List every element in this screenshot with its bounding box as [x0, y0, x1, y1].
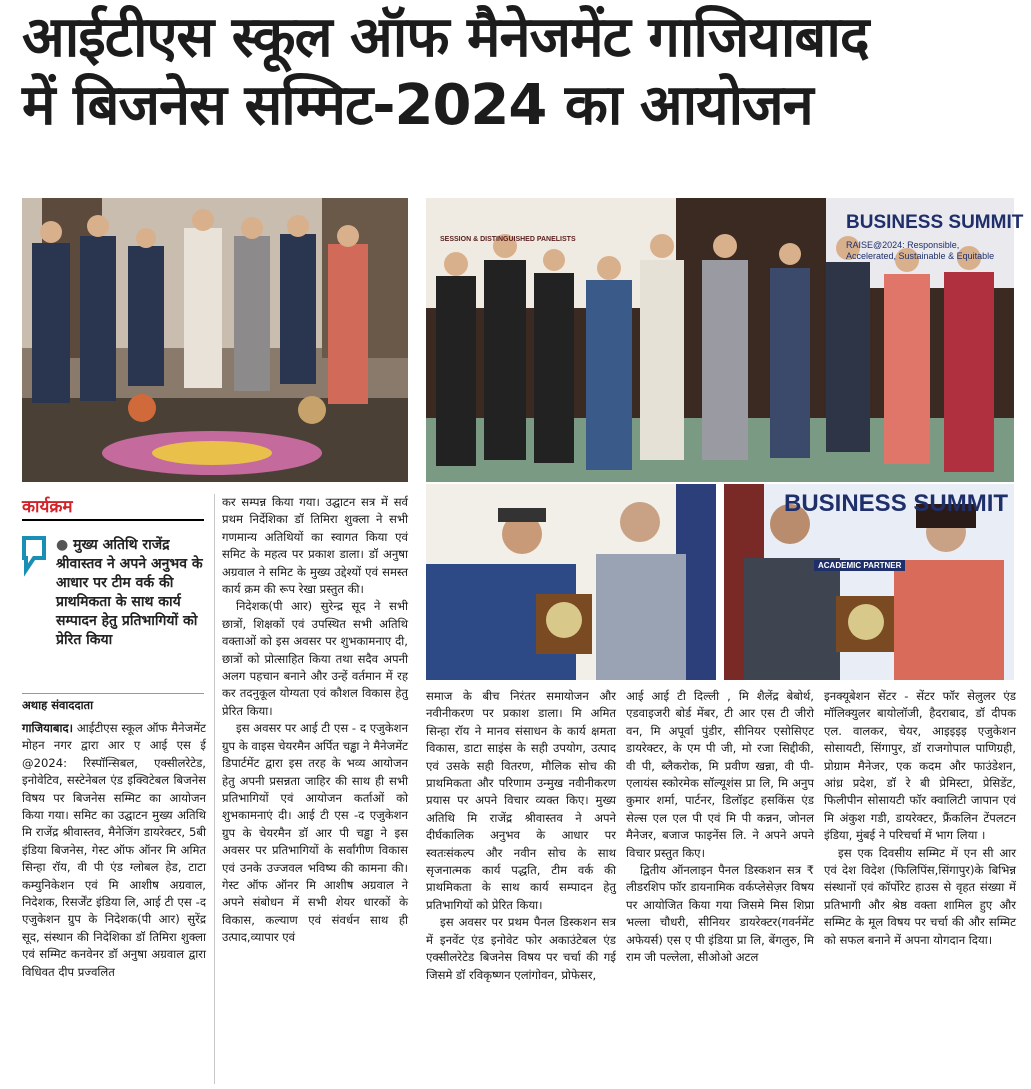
group-photo-right	[426, 198, 1024, 482]
pull-quote-text: मुख्य अतिथि राजेंद्र श्रीवास्तव ने अपने अनुभव के आधार पर टीम वर्क की प्राथमिकता के साथ कार्य सम्पादन हेतु प्रतिभागियों को प्रेरित किया	[56, 537, 203, 648]
paragraph: आई आई टी दिल्ली , मि शैलेंद्र बेबोर्थ, एडवाइजरी बोर्ड मेंबर, टी आर एस टी जीरो वन, मि अपूर्वा पुंडीर, सीनियर एसोसिएट डायरेक्टर, के एम पी जी, मो रजा सिद्दीकी, वी पी, ब्लैकरोक, मि प्रवीण खन्ना, वी पी- एलायंस स्कोरमेक सॉल्यूशंस प्रा लि, मि अनुप कुमार शर्मा, पार्टनर, डिलॉइट हसकिंस एंड सेल्स एल एल पी एवं मि पी कन्नन, जोनल मैनेजर, बजाज फाइनेंस लि. ने अपने अपने विचार प्रस्तुत किए।	[626, 689, 814, 860]
pull-quote	[22, 536, 204, 686]
article-headline	[22, 4, 1022, 140]
bullet-icon: ●	[56, 537, 69, 553]
session-banner-text: SESSION & DISTINGUISHED PANELISTS	[440, 236, 576, 243]
paragraph: निदेशक(पी आर) सुरेन्द्र सूद ने सभी छात्रों, शिक्षकों एवं उपस्थित सभी अतिथि वक्ताओं को इस अवसर पर शुभकामनाए दी, छात्रों को प्रोत्साहित किया तथा सदैव अपनी अलग पहचान बनाने और उन्हें वर्तमान में रह कर तदनुकूल योग्यता एवं कौशल विकास हेतु प्रेरित किया।	[222, 599, 408, 718]
paragraph: इस एक दिवसीय सम्मिट में एन सी आर एवं देश विदेश (फिलिपिंस,सिंगापुर)के बिभिन्न संस्थानों एवं कॉर्पोरेट हाउस से वृहत संख्या में प्रतिभागी और श्रेष्ठ वक्ता शामिल हुए और सम्मिट के मूल विषय पर चर्चा की और सम्मिट को सफल बनाने में अपना योगदान दिया।	[824, 845, 1016, 947]
article-column-4	[626, 688, 814, 967]
dateline: गाजियाबाद।	[22, 721, 74, 735]
paragraph: समाज के बीच निरंतर समायोजन और नवीनीकरण पर प्रकाश डाला। मि अमित सिन्हा रॉय ने मानव संसाधन के कार्य क्षमता विकास, डाटा साइंस के सही उपयोग, उत्पाद एवं उसके सही वितरण, मौलिक सोच की प्राथमिकता और परिणाम उन्मुख नवीनीकरण प्रयास पर अपने विचार व्यक्त किए। मुख्य अतिथि मि राजेंद्र श्रीवास्तव ने अपने दीर्घकालिक अनुभव के आधार पर स्वतःसंकल्प और नवीन सोच के साथ सृजनात्मक कार्य पद्धति, टीम वर्क की प्राथमिकता के साथ कार्य सम्पादन हेतु प्रतिभागियों को प्रेरित किया।	[426, 689, 616, 912]
paragraph-text: आईटीएस स्कूल ऑफ मैनेजमेंट मोहन नगर द्वारा आर ए आई एस ई @2024: रिस्पॉन्सिबल, एक्सीलरेटेड, इनोवेटिव, सस्टेनेबल एंड इक्विटेबल बिजनेस विषय पर बिजनेस सम्मिट का आयोजन किया गया। समिट का उद्घाटन मुख्य अतिथि मि राजेंद्र श्रीवास्तव, मैनेजिंग डायरेक्टर, 5बी इंडिया बिजनेस, गेस्ट ऑफ ऑनर मि अमित सिन्हा रॉय, वी पी एंड ग्लोबल हेड, टाटा कम्युनिकेशन एवं मि आशीष अग्रवाल, निदेशक, रिसर्जेंट इंडिया लि, आई टी एस -द एजुकेशन ग्रुप के निदेशक(पी आर) सुरेंद्र सूद, संस्थान की निदेशिका डॉ तिमिरा शुक्ला एवं सम्मिट कनवेनर डॉ अनुषा अग्रवाल द्वारा विधिवत दीप प्रज्वलित	[22, 721, 206, 979]
paragraph: इनक्यूबेशन सेंटर - सेंटर फॉर सेलुलर एंड मॉलिक्युलर बायोलॉजी, हैदराबाद, डॉ दीपक एल. वालकर, चेयर, आइइइइ एजुकेशन सोसायटी, सिंगापुर, डॉ राजगोपाल पाणिग्रही, प्रोग्राम मैनेजर, एक कदम और फाउंडेशन, आंध्र प्रदेश, डॉ रे बी प्रेमिस्टा, प्रेसिडेंट, फिलीपीन सोसायटी फॉर क्वालिटी जापान एवं मि अंकुश गडी, डायरेक्टर, फ्रैंकलिन टेंपलटन इंडिया, मुंबई ने परिचर्चा में भाग लिया ।	[824, 689, 1016, 843]
headline-line-2: में बिजनेस सम्मिट-2024 का आयोजन	[22, 73, 813, 138]
paragraph: कर सम्पन्न किया गया। उद्घाटन सत्र में सर्व प्रथम निर्देशिका डॉ तिमिरा शुक्ला ने सभी गणमान्य अतिथियों का स्वागत किया एवं समिट के महत्व पर प्रकाश डाला। डॉ अनुषा अग्रवाल ने समिट के मुख्य उद्देश्यों एवं समस्त कार्य क्रम की रूप रेखा प्रस्तुत की।	[222, 495, 408, 597]
summit-banner-text: BUSINESS SUMMIT	[846, 212, 1024, 233]
byline: अथाह संवाददाता	[22, 693, 204, 713]
paragraph: इस अवसर पर प्रथम पैनल डिस्कशन सत्र में इनवेंट एंड इनोवेट फोर अकाउंटेबल एंड एक्सीलरेटेड बिजनेस विषय पर चर्चा की गई जिसमे डॉ रविकृष्णन एलांगोवन, प्रोफेसर,	[426, 915, 616, 982]
quote-mark-icon	[22, 536, 48, 576]
group-photo-left	[22, 198, 408, 482]
paragraph: द्वितीय ऑनलाइन पैनल डिस्कशन सत्र ₹ लीडरशिप फॉर डायनामिक वर्कप्लेसेज़र विषय पर आयोजित किया गया जिसमे मिस शिप्रा भल्ला चौधरी, सीनियर डायरेक्टर(गवर्नमेंट अफेयर्स) एस ए पी इंडिया प्रा लि, बेंगलुरु, मि राम जी पल्लेला, सीओओ अटल	[626, 863, 814, 965]
section-tag-label: कार्यक्रम	[22, 497, 73, 517]
article-column-5	[824, 688, 1016, 949]
headline-line-1: आईटीएस स्कूल ऑफ मैनेजमेंट गाजियाबाद	[22, 5, 869, 70]
award-photo-left	[426, 484, 716, 680]
article-column-1	[22, 720, 206, 981]
column-divider	[214, 494, 215, 1084]
article-column-3	[426, 688, 616, 984]
article-column-2	[222, 494, 408, 947]
paragraph	[22, 720, 206, 981]
summit-banner-text-2: BUSINESS SUMMIT	[784, 490, 1009, 517]
section-tag	[22, 494, 204, 521]
academic-partner-text: ACADEMIC PARTNER	[814, 560, 905, 571]
award-photo-right	[724, 484, 1014, 680]
raise-banner-text: RAISE@2024: Responsible, Accelerated, Sustainable & Equitable	[846, 240, 995, 261]
paragraph: इस अवसर पर आई टी एस - द एजुकेशन ग्रुप के वाइस चेयरमैन अर्पित चड्ढा ने मैनेजमेंट डिपार्टमेंट द्वारा इस तरह के भव्य आयोजन हेतु अपनी प्रसन्नता जाहिर की साथ ही सभी प्रतिभागियों एवं आयोजन कर्ताओं को शुभकामनाएं दी। आई टी एस -द एजुकेशन ग्रुप के चेयरमैन डॉ आर पी चड्ढा ने इस अवसर पर प्रतिभागियों के सर्वांगीण विकास एवं उनके उज्जवल भविष्य की कामना की। गेस्ट ऑफ ऑनर मि आशीष अग्रवाल ने अपने संबोधन में सभी शेयर धारकों के विकास, कल्याण एवं संवर्धन साथ ही उत्पाद,व्यापार एवं	[222, 721, 408, 945]
